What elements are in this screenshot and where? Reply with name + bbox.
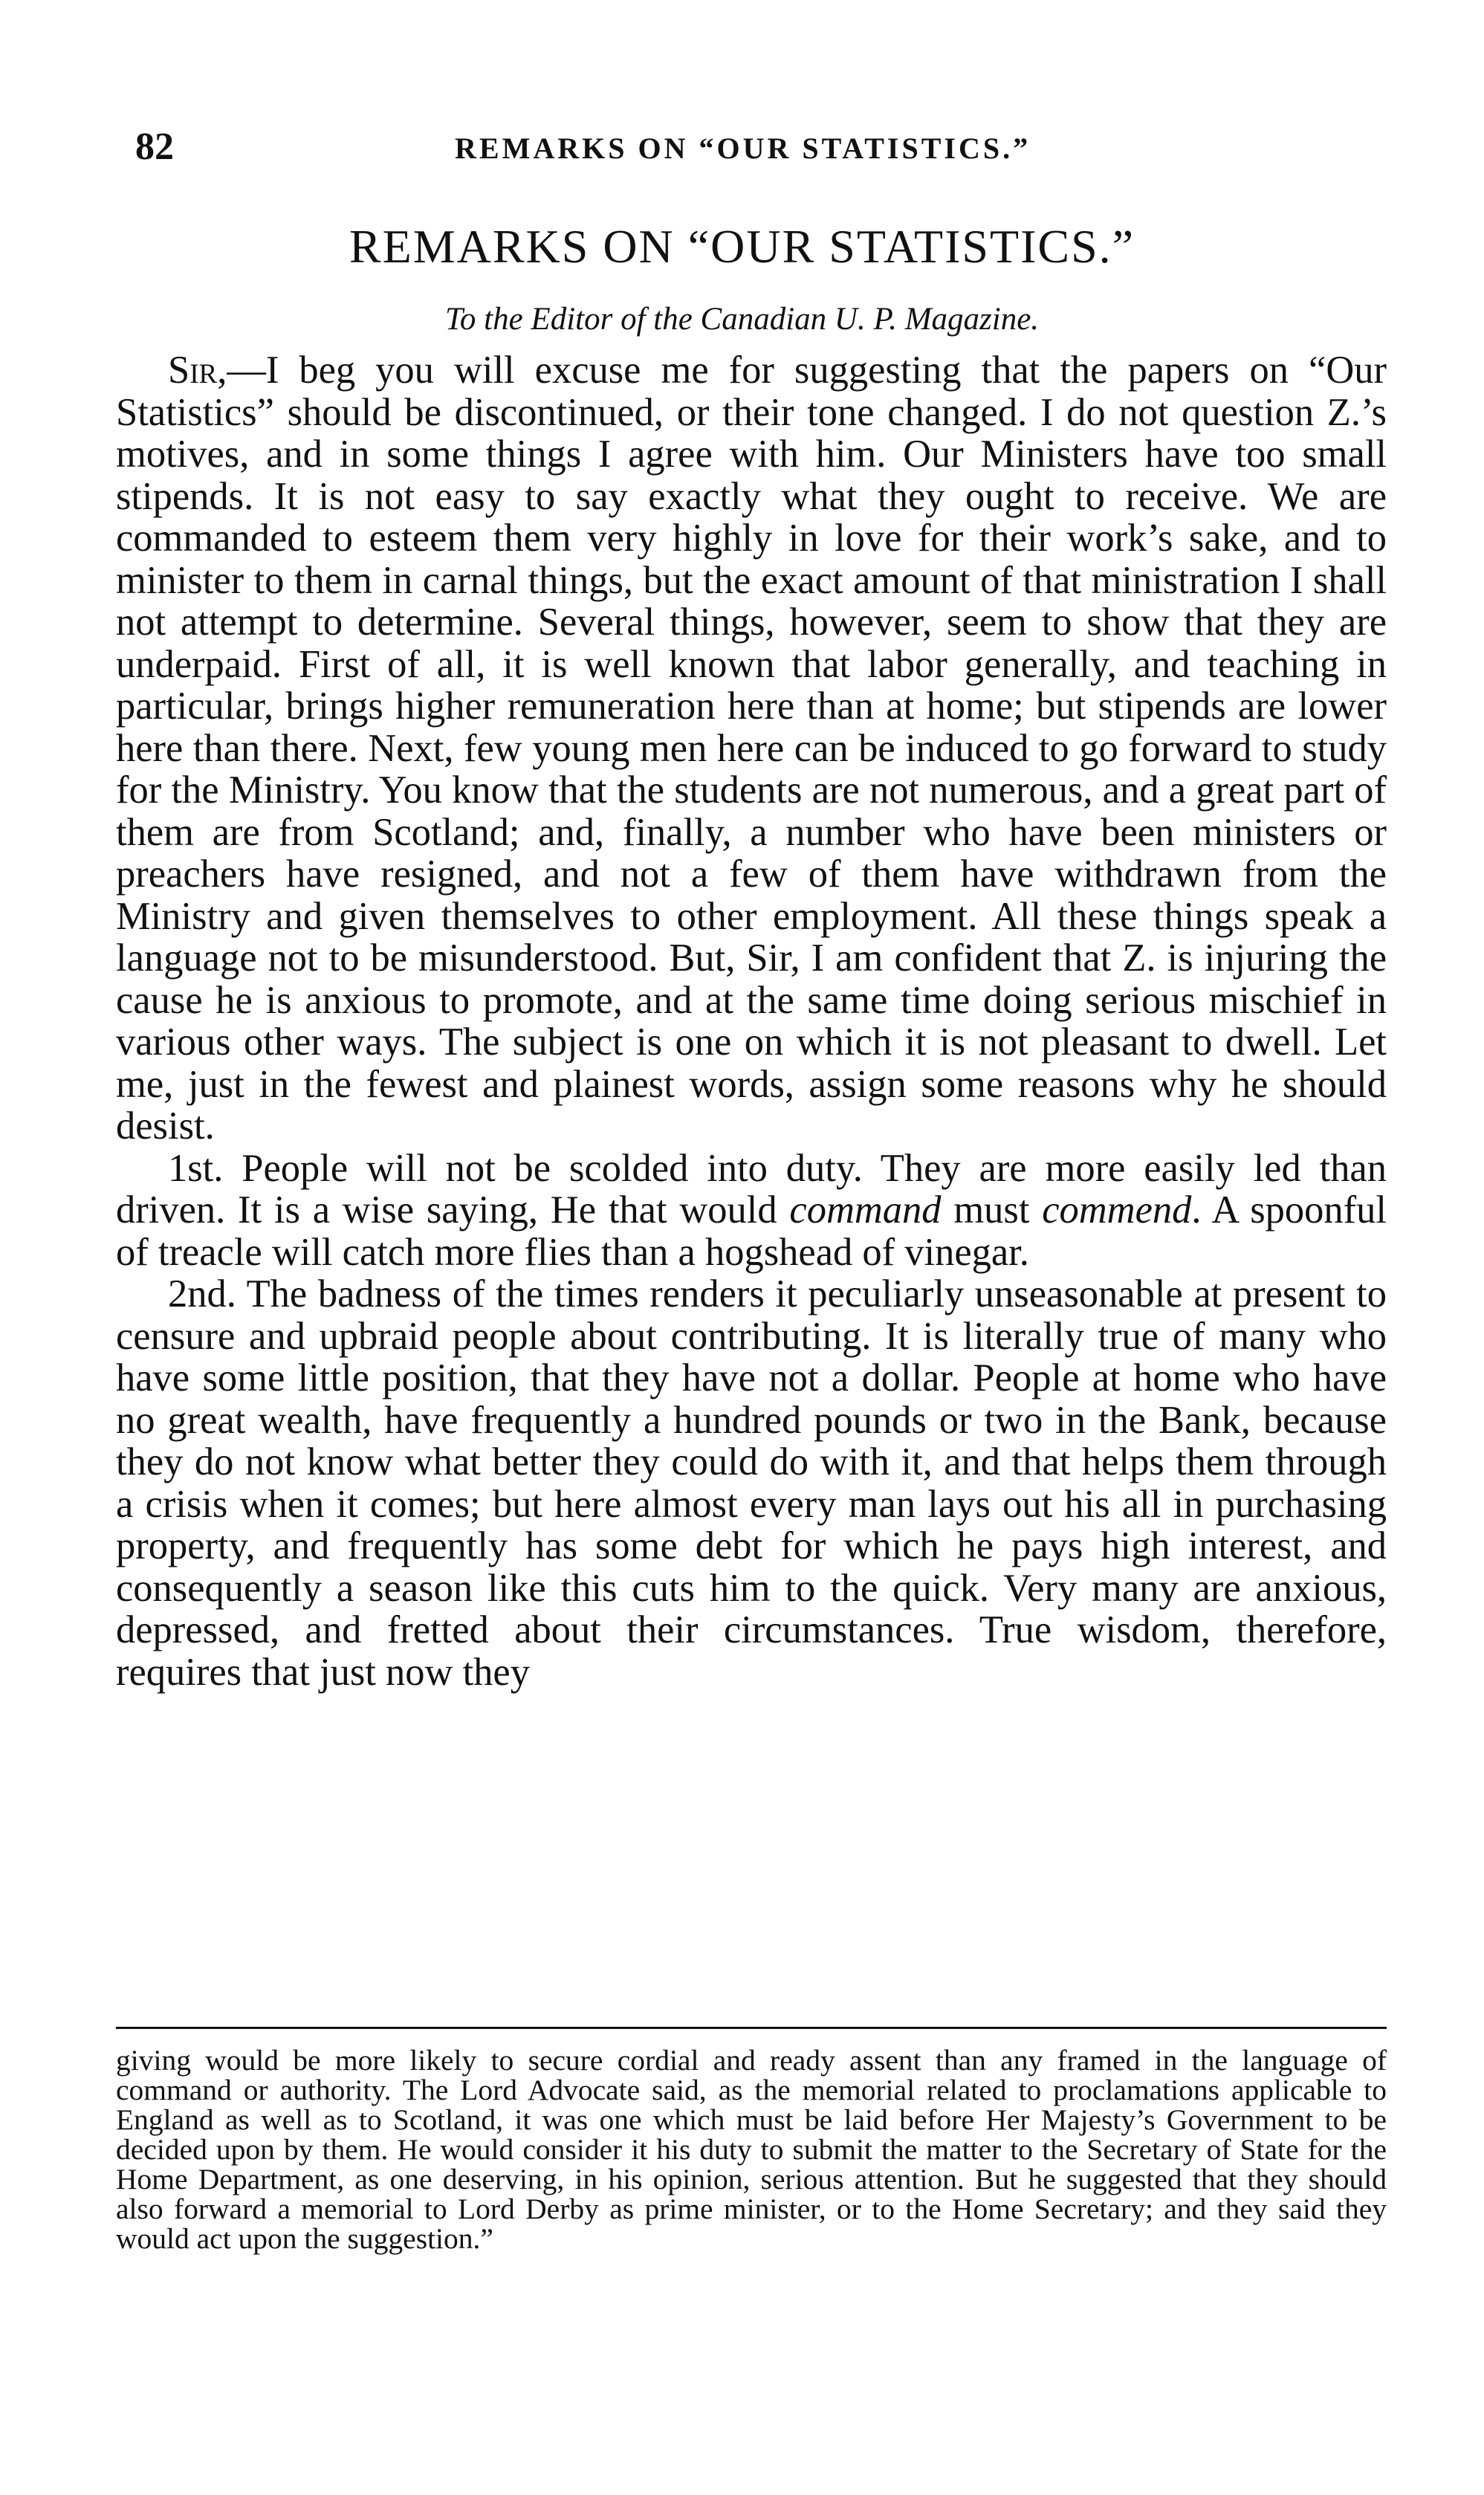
page-number: 82 [135, 126, 174, 168]
footnote [116, 2045, 1387, 2253]
running-title: REMARKS ON “OUR STATISTICS.” [455, 132, 1031, 165]
footnote-rule [116, 2027, 1387, 2029]
emphasis-command: command [789, 1188, 942, 1232]
article-title: REMARKS ON “OUR STATISTICS.” [349, 220, 1135, 273]
paragraph-second-reason: 2nd. The badness of the times renders it peculiarly unseasonable at present to censure and upbraid people about contributing. It is literally true of many who have some little position, that they have not a dollar. People at home who have no great wealth, have frequently a hundred pounds or two in the Bank, because they do not know what better they could do with it, and that helps them through a crisis when it comes; but here almost every man lays out his all in purchasing property, and frequently has some debt for which he pays high interest, and consequently a season like this cuts him to the quick. Very many are anxious, depressed, and fretted about their circumstances. True wisdom, therefore, requires that just now they [116, 1272, 1387, 1694]
salutation: Sir, [168, 349, 227, 392]
paragraph-first-reason: 1st. People will not be scolded into duty. They are more easily led than driven. It is a wise saying, He that would command must commend. A spoonful of treacle will catch more flies than a hogshead of vinegar. [116, 1146, 1387, 1274]
emphasis-commend: commend [1042, 1188, 1192, 1232]
editor-address: To the Editor of the Canadian U. P. Magazine. [444, 302, 1040, 337]
article-body [116, 349, 1387, 1693]
paragraph-intro-text: —I beg you will excuse me for suggesting that the papers on “Our Statistics” should be discontinued, or their tone changed. I do not question Z.’s motives, and in some things I agree with him. Our Ministers have too small stipends. It is not easy to say exactly what they ought to receive. We are commanded to esteem them very highly in love for their work’s sake, and to minister to them in carnal things, but the exact amount of that ministration I shall not attempt to determine. Several things, however, seem to show that they are underpaid. First of all, it is well known that labor generally, and teaching in particular, brings higher remuneration here than at home; but stipends are lower here than there. Next, few young men here can be induced to go forward to study for the Ministry. You know that the students are not numerous, and a great part of them are from Scotland; and, finally, a number who have been ministers or preachers have resigned, and not a few of them have withdrawn from the Ministry and given themselves to other employment. All these things speak a language not to be misunderstood. But, Sir, I am confident that Z. is injuring the cause he is anxious to promote, and at the same time doing serious mischief in various other ways. The subject is one on which it is not pleasant to dwell. Let me, just in the fewest and plainest words, assign some reasons why he should desist. [116, 349, 1387, 1148]
running-head [135, 125, 1399, 177]
footnote-text: giving would be more likely to secure cordial and ready assent than any framed in the language of command or authority. The Lord Advocate said, as the memorial related to proclamations applicable to England as well as to Scotland, it was one which must be laid before Her Majesty’s Government to be decided upon by them. He would consider it his duty to submit the matter to the Secretary of State for the Home Department, as one deserving, in his opinion, serious attention. But he suggested that they should also forward a memorial to Lord Derby as prime minister, or to the Home Secretary; and they said they would act upon the suggestion.” [116, 2044, 1387, 2255]
paragraph-intro [116, 349, 1387, 1148]
